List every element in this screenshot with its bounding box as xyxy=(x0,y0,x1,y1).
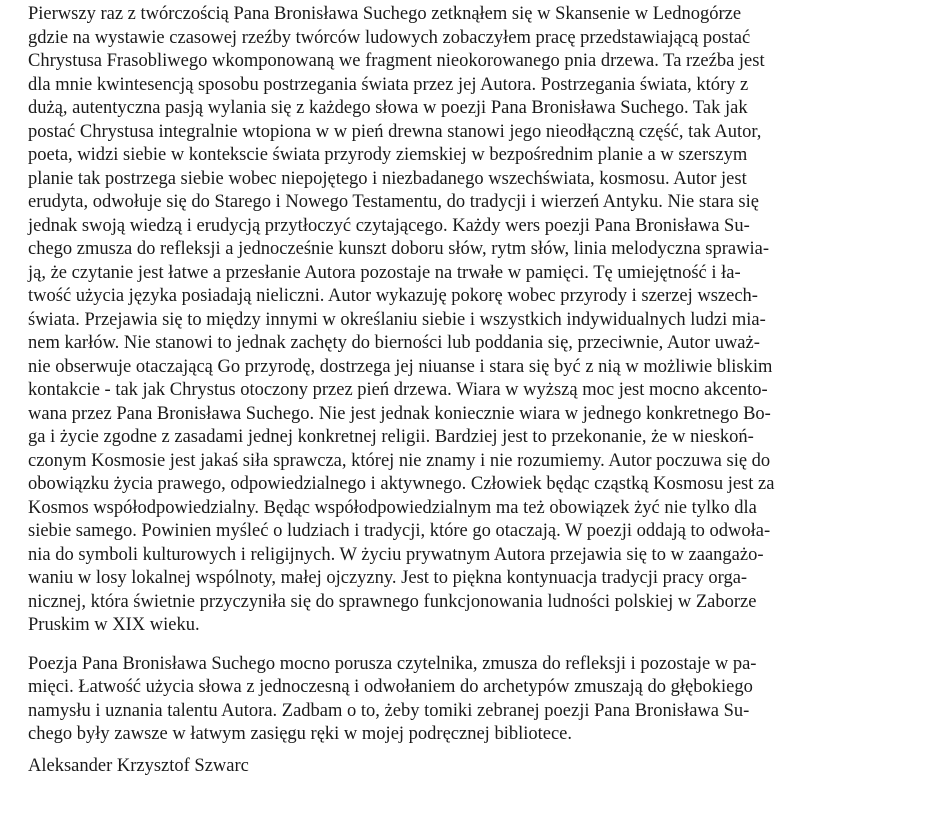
paragraph-1 xyxy=(28,3,918,638)
text-line: Poezja Pana Bronisława Suchego mocno porusza czytelnika, zmusza do refleksji i pozostaje w pa- xyxy=(28,653,757,674)
text-line: chego były zawsze w łatwym zasięgu ręki w mojej podręcznej bibliotece. xyxy=(28,724,573,744)
text-line: nia do symboli kulturowych i religijnych. W życiu prywatnym Autora przejawia się to w zaangażo- xyxy=(28,544,764,565)
paragraph-spacer xyxy=(28,747,918,755)
text-line: ga i życie zgodne z zasadami jednej konkretnej religii. Bardziej jest to przekonanie, że w nieskoń- xyxy=(28,427,754,447)
text-line: nem karłów. Nie stanowi to jednak zachęty do bierności lub poddania się, przeciwnie, Autor uważ- xyxy=(28,333,760,353)
text-line: waniu w losy lokalnej wspólnoty, małej ojczyzny. Jest to piękna kontynuacja tradycji pracy orga- xyxy=(28,568,748,588)
author-signature: Aleksander Krzysztof Szwarc xyxy=(28,755,249,776)
text-line: twość użycia języka posiadają nieliczni. Autor wykazuję pokorę wobec przyrody i szerzej wszech- xyxy=(28,286,758,306)
text-line: Chrystusa Frasobliwego wkomponowaną we fragment nieokorowanego pnia drzewa. Ta rzeźba jest xyxy=(28,51,765,71)
text-line: jednak swoją wiedzą i erudycją przytłoczyć czytającego. Każdy wers poezji Pana Bronisława Su- xyxy=(28,215,750,236)
text-line: świata. Przejawia się to między innymi w określaniu siebie i wszystkich indywidualnych ludzi mia- xyxy=(28,309,766,330)
text-line: wana przez Pana Bronisława Suchego. Nie jest jednak koniecznie wiara w jednego konkretnego Bo- xyxy=(28,403,771,424)
text-line: nicznej, która świetnie przyczyniła się do sprawnego funkcjonowania ludności polskiej w Zaborze xyxy=(28,591,757,612)
text-line: Pruskim w XIX wieku. xyxy=(28,615,200,635)
text-line: dla mnie kwintesencją sposobu postrzegania świata przez jej Autora. Postrzegania świata, który z xyxy=(28,74,749,95)
text-line: planie tak postrzega siebie wobec niepojętego i niezbadanego wszechświata, kosmosu. Autor jest xyxy=(28,168,747,189)
text-line: kontakcie - tak jak Chrystus otoczony przez pień drzewa. Wiara w wyższą moc jest mocno akcento- xyxy=(28,380,768,400)
paragraph-2 xyxy=(28,653,918,747)
text-line: Pierwszy raz z twórczością Pana Bronisława Suchego zetknąłem się w Skansenie w Lednogórze xyxy=(28,4,742,24)
signature-block xyxy=(28,755,918,779)
text-line: dużą, autentyczna pasją wylania się z każdego słowa w poezji Pana Bronisława Suchego. Tak jak xyxy=(28,98,748,118)
text-line: mięci. Łatwość użycia słowa z jednoczesną i odwołaniem do archetypów zmuszają do głębokiego xyxy=(28,677,753,697)
paragraph-spacer xyxy=(28,638,918,653)
text-line: siebie samego. Powinien myśleć o ludziach i tradycji, które go otaczają. W poezji oddają to odwoła- xyxy=(28,521,771,541)
text-line: erudyta, odwołuje się do Starego i Nowego Testamentu, do tradycji i wierzeń Antyku. Nie stara się xyxy=(28,192,759,212)
text-line: poeta, widzi siebie w kontekscie świata przyrody ziemskiej w bezpośrednim planie a w szerszym xyxy=(28,145,748,165)
text-line: postać Chrystusa integralnie wtopiona w w pień drewna stanowi jego nieodłączną część, tak Autor, xyxy=(28,121,762,142)
text-line: gdzie na wystawie czasowej rzeźby twórców ludowych zobaczyłem pracę przedstawiającą postać xyxy=(28,27,751,48)
text-line: czonym Kosmosie jest jakaś siła sprawcza, której nie znamy i nie rozumiemy. Autor poczuwa się do xyxy=(28,450,771,471)
text-line: namysłu i uznania talentu Autora. Zadbam o to, żeby tomiki zebranej poezji Pana Bronisława Su- xyxy=(28,700,750,721)
text-line: ją, że czytanie jest łatwe a przesłanie Autora pozostaje na trwałe w pamięci. Tę umiejętność i ła- xyxy=(28,262,741,283)
text-line: chego zmusza do refleksji a jednocześnie kunszt doboru słów, rytm słów, linia melodyczna sprawia- xyxy=(28,239,769,259)
text-line: nie obserwuje otaczającą Go przyrodę, dostrzega jej niuanse i stara się być z nią w możliwie bliskim xyxy=(28,356,773,377)
text-line: obowiązku życia prawego, odpowiedzialnego i aktywnego. Człowiek będąc cząstką Kosmosu jest za xyxy=(28,474,775,494)
text-line: Kosmos współodpowiedzialny. Będąc współodpowiedzialnym ma też obowiązek żyć nie tylko dla xyxy=(28,497,757,518)
